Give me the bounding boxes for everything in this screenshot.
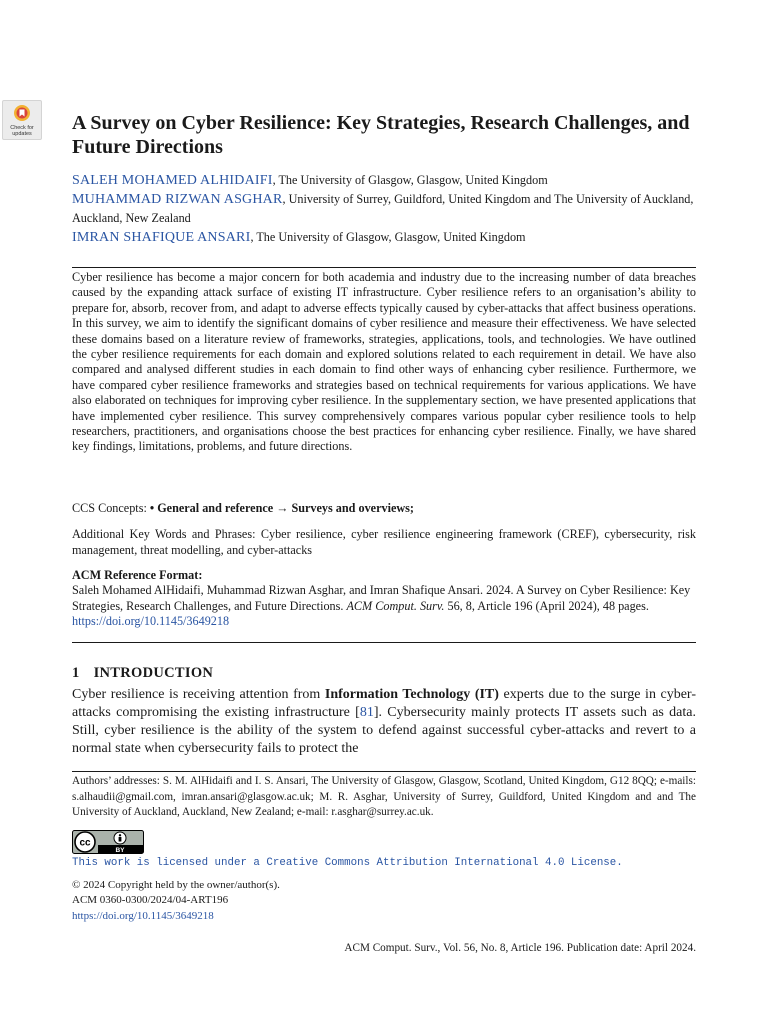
- author-affiliation: , The University of Glasgow, Glasgow, United Kingdom: [272, 173, 548, 187]
- ccs-value: • General and reference → Surveys and overviews;: [149, 501, 414, 515]
- author-name[interactable]: MUHAMMAD RIZWAN ASGHAR: [72, 192, 283, 207]
- ccs-concepts: [72, 500, 696, 516]
- cc-by-license-icon[interactable]: [72, 830, 144, 854]
- article-code: ACM 0360-0300/2024/04-ART196: [72, 894, 229, 907]
- check-for-updates-badge[interactable]: [2, 100, 42, 140]
- check-for-updates-label: Check for updates: [10, 125, 34, 137]
- intro-text: Cyber resilience is receiving attention from: [72, 687, 325, 702]
- acm-reference-venue: ACM Comput. Surv.: [346, 598, 445, 613]
- citation-link[interactable]: 81: [359, 705, 374, 720]
- keywords: Additional Key Words and Phrases: Cyber resilience, cyber resilience engineering framework (CREF), cybersecurity, risk management, threat modelling, and cyber-attacks: [72, 527, 696, 557]
- author-entry: [72, 171, 696, 190]
- section-number: 1: [72, 665, 80, 681]
- copyright-line: © 2024 Copyright held by the owner/author(s).: [72, 879, 280, 891]
- acm-reference-format: [72, 568, 696, 630]
- license-statement-link[interactable]: This work is licensed under a Creative Commons Attribution International 4.0 License.: [72, 857, 623, 869]
- acm-reference-text: Saleh Mohamed AlHidaifi, Muhammad Rizwan Asghar, and Imran Shafique Ansari. 2024. A Survey on Cyber Resilience: Key Strategies, Research Challenges, and Future Directions.: [72, 583, 691, 613]
- authors-addresses-footnote: Authors’ addresses: S. M. AlHidaifi and I. S. Ansari, The University of Glasgow, Glasgow, Scotland, United Kingdom, G12 8QQ; e-mails: s.alhaudii@gmail.com, imran.ansari@glasgow.ac.uk; M. R. Asghar, University of Surrey, Guildford, United Kingdom and and The University of Auckland, Auckland, New Zealand; e-mail: r.asghar@surrey.ac.uk.: [72, 775, 696, 818]
- intro-text: ]. Cybersecurity mainly protects IT assets such as data. Still, cyber resilience is the ability of the system to defend against successful cyber-attacks and revert to a normal state when cybersecurity fails to protect the: [72, 705, 696, 756]
- acm-reference-heading: ACM Reference Format:: [72, 568, 203, 582]
- footnote-rule: [72, 771, 696, 772]
- section-heading: [72, 665, 213, 682]
- author-entry: [72, 190, 696, 228]
- intro-bold-term: Information Technology (IT): [324, 687, 499, 702]
- paper-title: A Survey on Cyber Resilience: Key Strategies, Research Challenges, and Future Directions: [72, 112, 690, 158]
- bookmark-ribbon-icon: [12, 104, 32, 124]
- intro-text: experts due to the surge in cyber-attacks compromising the existing infrastructure [: [72, 687, 696, 720]
- section-title: INTRODUCTION: [93, 665, 214, 681]
- author-name[interactable]: IMRAN SHAFIQUE ANSARI: [72, 230, 251, 245]
- author-name[interactable]: SALEH MOHAMED ALHIDAIFI: [72, 173, 273, 188]
- by-label: BY: [115, 847, 125, 854]
- doi-link[interactable]: https://doi.org/10.1145/3649218: [72, 909, 214, 922]
- acm-reference-doi-link[interactable]: https://doi.org/10.1145/3649218: [72, 614, 230, 629]
- acm-reference-details: 56, 8, Article 196 (April 2024), 48 pages.: [444, 598, 649, 613]
- author-affiliation: , University of Surrey, Guildford, United Kingdom and The University of Auckland, Auckland, New Zealand: [72, 192, 694, 225]
- page-footer: ACM Comput. Surv., Vol. 56, No. 8, Article 196. Publication date: April 2024.: [344, 942, 696, 954]
- author-entry: [72, 228, 696, 247]
- author-affiliation: , The University of Glasgow, Glasgow, United Kingdom: [250, 230, 526, 244]
- author-list: [72, 171, 696, 247]
- ccs-label: CCS Concepts:: [72, 501, 150, 515]
- intro-paragraph: [72, 686, 696, 758]
- cc-label: cc: [79, 837, 91, 849]
- abstract-top-rule: [72, 267, 696, 268]
- copyright-block: [72, 878, 472, 924]
- abstract: Cyber resilience has become a major concern for both academia and industry due to the increasing number of data breaches caused by the expanding attack surface of existing IT infrastructure. Cyber resilience refers to an organisation’s ability to prepare for, absorb, recover from, and adapt to adverse effects typically caused by cyber-attacks that affect business operations. In this survey, we aim to identify the significant domains of cyber resilience and measure their effectiveness. We have selected these domains based on a literature review of frameworks, strategies, applications, tools, and technologies. We have outlined the cyber resilience requirements for each domain and explored solutions related to each requirement in detail. We have also compared and analysed different studies in each domain to find other ways of enhancing cyber resilience. Furthermore, we have compared cyber resilience frameworks and strategies based on technical requirements for various applications. We have also elaborated on techniques for improving cyber resilience. In the supplementary section, we have presented applications that have implemented cyber resilience. This survey comprehensively compares various popular cyber resilience tools to help researchers, practitioners, and organisations choose the best practices for enhancing cyber resilience. Finally, we have shared key findings, limitations, problems, and future directions.: [72, 270, 696, 454]
- acm-reference-body: [72, 583, 696, 629]
- abstract-bottom-rule: [72, 642, 696, 643]
